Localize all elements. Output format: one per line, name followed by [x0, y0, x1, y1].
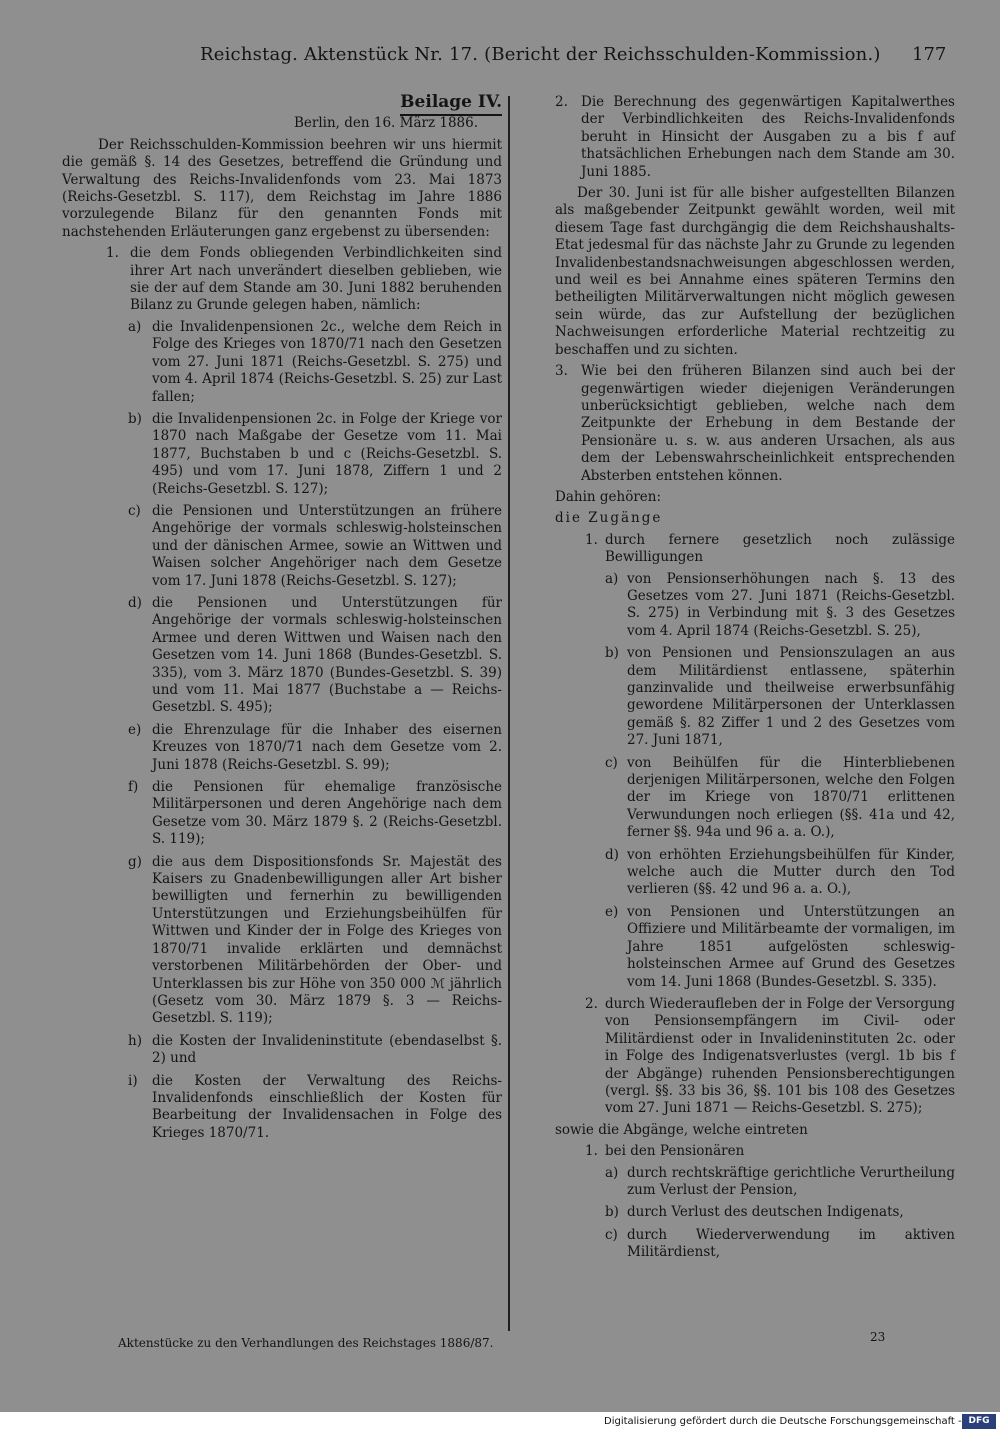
paragraph: sowie die Abgänge, welche eintreten [555, 1121, 808, 1138]
list-item: e) die Ehrenzulage für die Inhaber des eisernen Kreuzes von 1870/71 nach dem Gesetze vom 2. Juni 1878 (Reichs-Gesetzbl. S. 99); [128, 721, 502, 773]
intro-paragraph: Der Reichsschulden-Kommission beehren wir uns hiermit die gemäß §. 14 des Gesetzes, betreffend die Gründung und Verwaltung des Reichs-Invalidenfonds vom 23. Mai 1873 (Reichs-Gesetzbl. S. 117), dem Reichstag im Jahre 1886 vorzulegende Bilanz für den genannten Fonds mit nachstehenden Erläuterungen ganz ergebenst zu übersenden: [62, 136, 502, 240]
funding-credit: Digitalisierung gefördert durch die Deutsche Forschungsgemeinschaft - [604, 1416, 962, 1427]
list-item: a) die Invalidenpensionen 2c., welche dem Reich in Folge des Krieges von 1870/71 nach den Gesetzen vom 27. Juni 1871 (Reichs-Gesetzbl. S. 275) und vom 4. April 1874 (Reichs-Gesetzbl. S. 25) zur Last fallen; [128, 318, 502, 405]
dfg-logo: DFG [962, 1414, 996, 1429]
list-item: c) die Pensionen und Unterstützungen an frühere Angehörige der vormals schleswig-holsteinschen und der dänischen Armee, sowie an Wittwen und Waisen solcher Angehöriger nach dem Gesetze vom 17. Juni 1878 (Reichs-Gesetzbl. S. 127); [128, 502, 502, 589]
running-header: Reichstag. Aktenstück Nr. 17. (Bericht der Reichsschulden-Kommission.) [200, 44, 881, 65]
list-item: f) die Pensionen für ehemalige französische Militärpersonen und deren Angehörige nach dem Gesetze vom 30. März 1879 §. 2 (Reichs-Gesetzbl. S. 119); [128, 779, 502, 848]
list-item: 1. durch fernere gesetzlich noch zulässige Bewilligungen [585, 531, 955, 566]
list-item: i) die Kosten der Verwaltung des Reichs-Invalidenfonds einschließlich der Kosten für Bearbeitung der Invalidensachen in Folge des Krieges 1870/71. [128, 1072, 502, 1141]
list-item: 1. bei den Pensionären [585, 1143, 745, 1160]
signature-mark: 23 [870, 1330, 886, 1344]
list-item: h) die Kosten der Invalideninstitute (ebendaselbst §. 2) und [128, 1032, 502, 1067]
list-item: d) die Pensionen und Unterstützungen für Angehörige der vormals schleswig-holsteinschen Armee und deren Wittwen und Waisen nach den Gesetzen vom 14. Juni 1868 (Bundes-Gesetzbl. S. 335), vom 3. März 1870 (Bundes-Gesetzbl. S. 39) und vom 11. Mai 1877 (Buchstabe a — Reichs-Gesetzbl. S. 495); [128, 594, 502, 716]
section-label: die Zugänge [555, 510, 663, 527]
list-item: 1. die dem Fonds obliegenden Verbindlichkeiten sind ihrer Art nach unverändert dieselben geblieben, wie sie der auf dem Stande am 30. Juni 1882 beruhenden Bilanz zu Grunde gelegen haben, nämlich: [106, 245, 502, 314]
list-item: 2. durch Wiederaufleben der in Folge der Versorgung von Pensionsempfängern im Civil- oder Militärdienst oder in Invalideninstituten 2c. oder in Folge des Indigenatsverlustes (vergl. 1b bis f der Abgänge) ruhenden Pensionsberechtigungen (vergl. §§. 33 bis 36, §§. 101 bis 108 des Gesetzes vom 27. Juni 1871 — Reichs-Gesetzbl. S. 275); [585, 995, 955, 1117]
list-item: c) durch Wiederverwendung im aktiven Militärdienst, [605, 1226, 955, 1261]
list-item: a) von Pensionserhöhungen nach §. 13 des Gesetzes vom 27. Juni 1871 (Reichs-Gesetzbl. S. 275) in Verbindung mit §. 3 des Gesetzes vom 4. April 1874 (Reichs-Gesetzbl. S. 25), [605, 570, 955, 639]
column-divider [508, 96, 510, 1331]
beilage-heading: Beilage IV. [62, 94, 502, 111]
list-item: a) durch rechtskräftige gerichtliche Verurtheilung zum Verlust der Pension, [605, 1164, 955, 1198]
dateline: Berlin, den 16. März 1886. [293, 115, 478, 132]
list-item: b) die Invalidenpensionen 2c. in Folge der Kriege vor 1870 nach Maßgabe der Gesetze vom 11. Mai 1877, Buchstaben b und c (Reichs-Gesetzbl. S. 495) und vom 17. Juni 1878, Ziffern 1 und 2 (Reichs-Gesetzbl. S. 127); [128, 410, 502, 497]
list-item: b) durch Verlust des deutschen Indigenats, [605, 1204, 904, 1221]
page-footer: Aktenstücke zu den Verhandlungen des Reichstages 1886/87. [118, 1336, 494, 1350]
paragraph: Der 30. Juni ist für alle bisher aufgestellten Bilanzen als maßgebender Zeitpunkt gewählt worden, weil mit diesem Tage fast durchgängig die dem Reichshaushalts-Etat jedesmal für das nächste Jahr zu Grunde zu legenden Invalidenbestandsnachweisungen abgeschlossen werden, und weil es bei Annahme eines späteren Termins den betheiligten Militärverwaltungen nicht möglich gewesen sein würde, das zur Aufstellung der bezüglichen Nachweisungen erforderliche Material rechtzeitig zu beschaffen und zu sichten. [555, 185, 955, 358]
list-item: e) von Pensionen und Unterstützungen an Offiziere und Militärbeamte der vormaligen, im Jahre 1851 aufgelösten schleswig-holsteinschen Armee auf Grund des Gesetzes vom 14. Juni 1868 (Bundes-Gesetzbl. S. 335). [605, 903, 955, 990]
page-number: 177 [912, 44, 947, 65]
list-item: c) von Beihülfen für die Hinterbliebenen derjenigen Militärpersonen, welche den Folgen der im Kriege von 1870/71 erlittenen Verwundungen noch erliegen (§§. 41a und 42, ferner §§. 94a und 96 a. a. O.), [605, 754, 955, 841]
list-item: 2. Die Berechnung des gegenwärtigen Kapitalwerthes der Verbindlichkeiten des Reichs-Invalidenfonds beruht in Hinsicht der Ausgaben zu a bis f auf thatsächlichen Erhebungen nach dem Stande am 30. Juni 1885. [555, 94, 955, 180]
right-column [555, 94, 955, 1267]
list-item: d) von erhöhten Erziehungsbeihülfen für Kinder, welche auch die Mutter durch den Tod verlieren (§§. 42 und 96 a. a. O.), [605, 846, 955, 898]
left-column [62, 94, 502, 1147]
list-item: 3. Wie bei den früheren Bilanzen sind auch bei der gegenwärtigen wieder diejenigen Veränderungen unberücksichtigt geblieben, welche nach dem Zeitpunkte der Erhebung in dem Bestande der Pensionäre u. s. w. aus anderen Ursachen, als aus dem der Lebenswahrscheinlichkeit entsprechenden Absterben entstehen können. [555, 363, 955, 484]
list-item: b) von Pensionen und Pensionszulagen an aus dem Militärdienst entlassene, späterhin ganzinvalide und theilweise erwerbsunfähig gewordene Militärpersonen der Unterklassen gemäß §. 82 Ziffer 1 und 2 des Gesetzes vom 27. Juni 1871, [605, 645, 955, 749]
paragraph: Dahin gehören: [555, 488, 662, 505]
list-item: g) die aus dem Dispositionsfonds Sr. Majestät des Kaisers zu Gnadenbewilligungen aller Art bisher bewilligten und fernerhin zu bewilligenden Unterstützungen und Erziehungsbeihülfen für Wittwen und Kinder der in Folge des Krieges von 1870/71 invalide erklärten und demnächst verstorbenen Militärbehörden der Ober- und Unterklassen bis zur Höhe von 350 000 ℳ jährlich (Gesetz vom 30. März 1879 §. 3 — Reichs-Gesetzbl. S. 119); [128, 853, 502, 1027]
